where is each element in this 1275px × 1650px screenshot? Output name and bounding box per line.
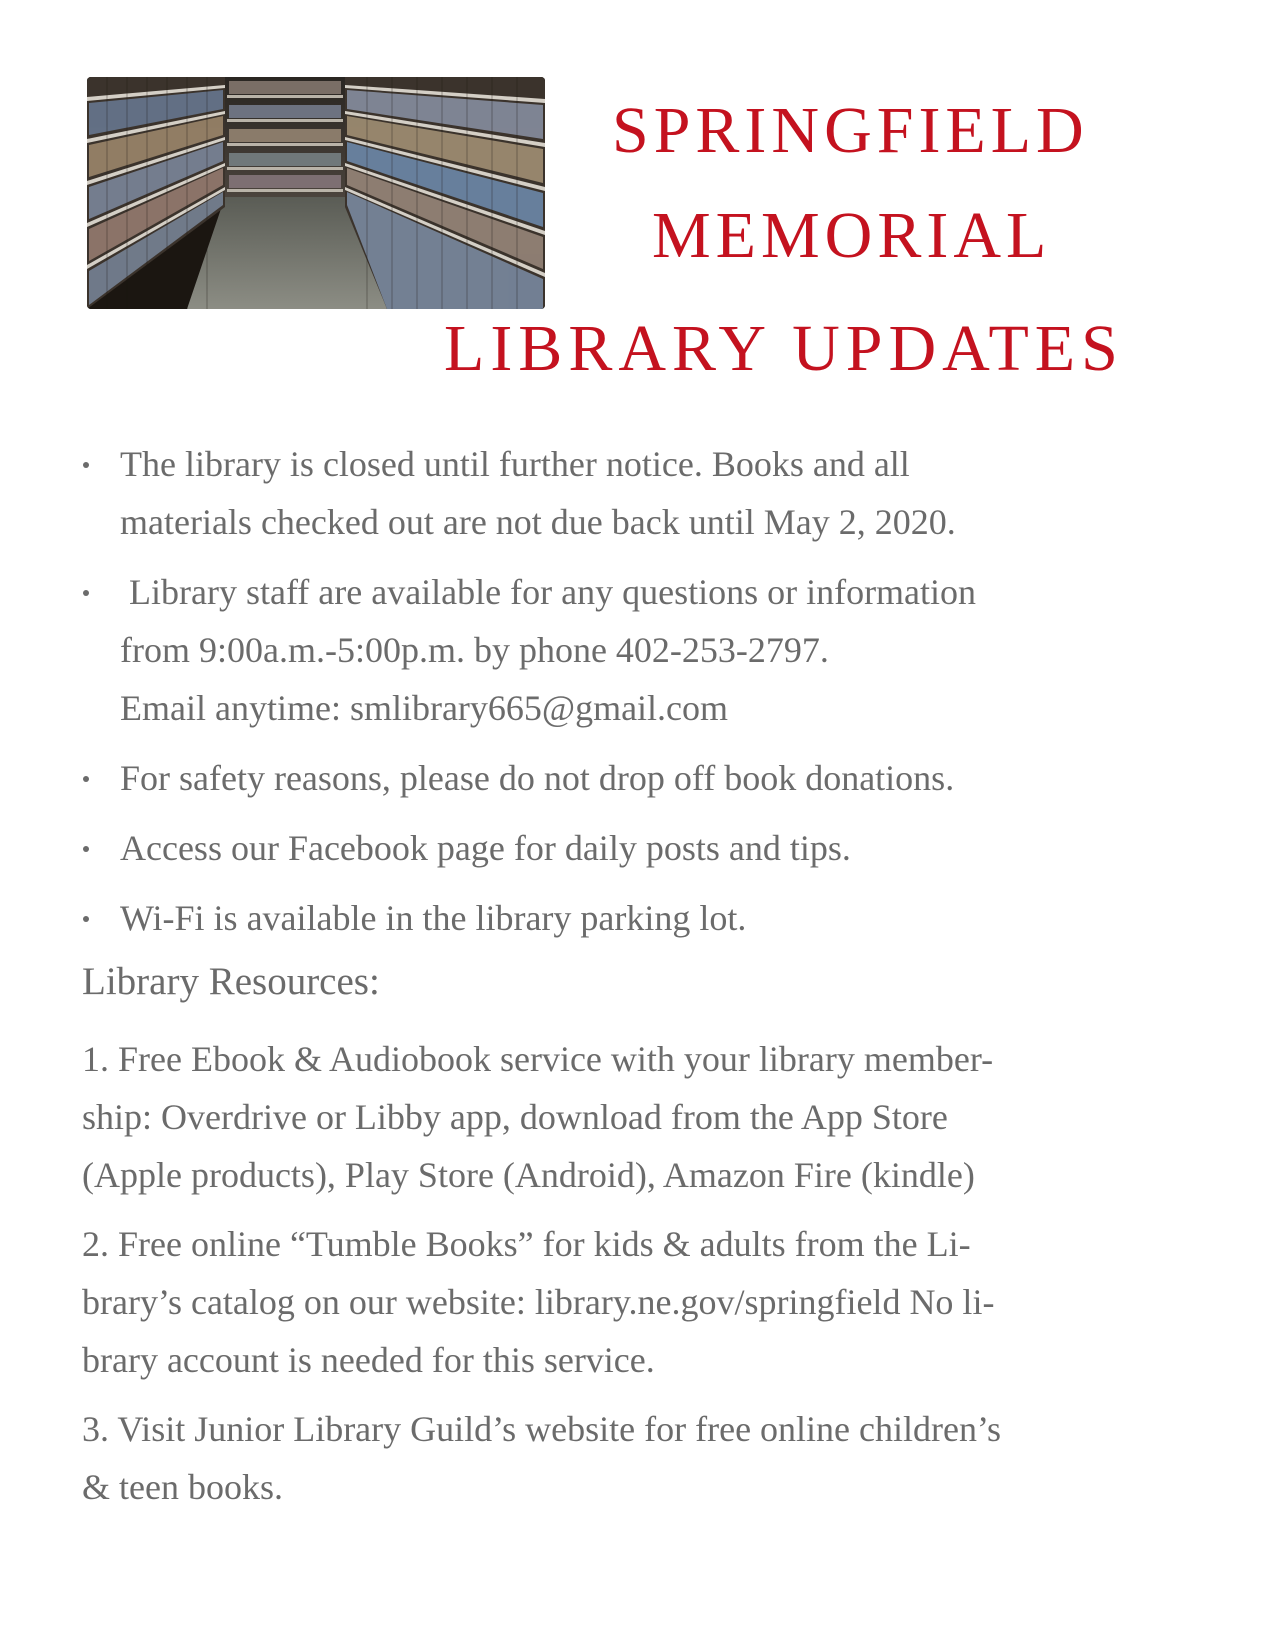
resource-text: ship: Overdrive or Libby app, download from the App Store xyxy=(82,1097,948,1137)
resource-text: 2. Free online “Tumble Books” for kids & adults from the Li- xyxy=(82,1224,971,1264)
email-text: Email anytime: smlibrary665@gmail.com xyxy=(120,688,729,728)
update-text: materials checked out are not due back until May 2, 2020. xyxy=(120,502,956,542)
update-item xyxy=(80,889,1180,947)
bullet-dot xyxy=(83,846,89,852)
updates-list xyxy=(80,435,1180,959)
title-line-1: SPRINGFIELD xyxy=(612,94,1089,167)
bullet-dot xyxy=(83,462,89,468)
resource-item xyxy=(82,1400,1192,1516)
update-text: Wi-Fi is available in the library parking lot. xyxy=(120,898,747,938)
update-text: For safety reasons, please do not drop off book donations. xyxy=(120,758,955,798)
resource-text: & teen books. xyxy=(82,1467,283,1507)
update-item xyxy=(80,435,1180,551)
update-text: from 9:00a.m.-5:00p.m. by phone 402-253-2797. xyxy=(120,630,829,670)
resources-list xyxy=(82,1030,1192,1527)
update-item xyxy=(80,749,1180,807)
resource-text: 3. Visit Junior Library Guild’s website for free online children’s xyxy=(82,1409,1001,1449)
resource-item xyxy=(82,1215,1192,1389)
resources-heading: Library Resources: xyxy=(82,960,380,1003)
update-item xyxy=(80,563,1180,737)
resource-text: brary’s catalog on our website: library.ne.gov/springfield No li- xyxy=(82,1282,995,1322)
resource-item xyxy=(82,1030,1192,1204)
update-text: The library is closed until further notice. Books and all xyxy=(120,444,910,484)
title-line-2: MEMORIAL xyxy=(652,199,1052,272)
bullet-dot xyxy=(83,916,89,922)
update-text: Library staff are available for any questions or information xyxy=(120,572,977,612)
resource-text: 1. Free Ebook & Audiobook service with your library member- xyxy=(82,1039,994,1079)
resource-text: (Apple products), Play Store (Android), Amazon Fire (kindle) xyxy=(82,1155,975,1195)
bookshelves-image xyxy=(87,77,545,309)
library-bookshelves-photo xyxy=(87,77,545,309)
update-text: Access our Facebook page for daily posts and tips. xyxy=(120,828,851,868)
resource-text: brary account is needed for this service. xyxy=(82,1340,655,1380)
title-line-3: LIBRARY UPDATES xyxy=(444,312,1124,385)
bullet-dot xyxy=(83,776,89,782)
update-item xyxy=(80,819,1180,877)
bullet-dot xyxy=(83,590,89,596)
